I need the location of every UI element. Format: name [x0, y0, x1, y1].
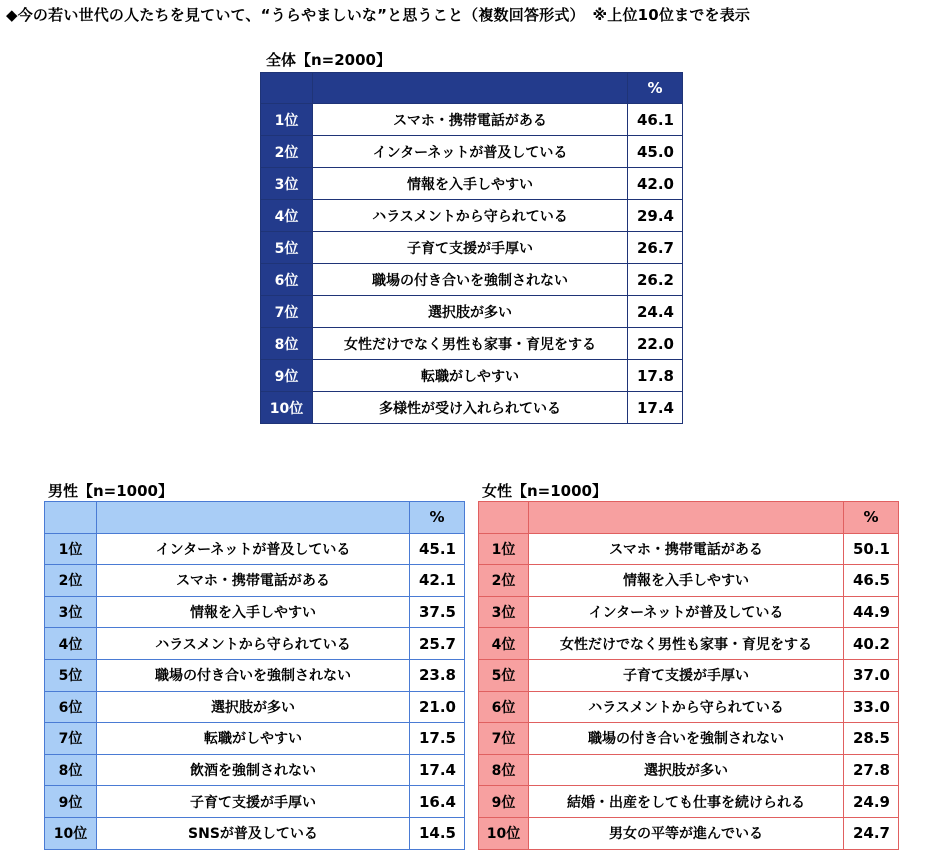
- percent-value-cell: 46.1: [628, 104, 683, 136]
- rank-cell: 10位: [479, 817, 529, 849]
- item-label-cell: インターネットが普及している: [97, 533, 410, 565]
- percent-value-cell: 23.8: [410, 659, 465, 691]
- item-label-cell: 子育て支援が手厚い: [529, 659, 844, 691]
- rank-cell: 1位: [479, 533, 529, 565]
- table-row: [479, 628, 899, 660]
- percent-header: %: [844, 502, 899, 534]
- percent-header: %: [410, 502, 465, 534]
- percent-value-cell: 17.4: [410, 754, 465, 786]
- item-label-cell: 情報を入手しやすい: [529, 565, 844, 597]
- table-row: [45, 754, 465, 786]
- percent-value-cell: 24.9: [844, 786, 899, 818]
- table-row: [261, 360, 683, 392]
- percent-value-cell: 37.5: [410, 596, 465, 628]
- rank-cell: 6位: [261, 264, 313, 296]
- table-row: [45, 596, 465, 628]
- percent-value-cell: 29.4: [628, 200, 683, 232]
- table-row: [261, 232, 683, 264]
- rank-cell: 8位: [45, 754, 97, 786]
- rank-cell: 9位: [479, 786, 529, 818]
- item-label-cell: 子育て支援が手厚い: [313, 232, 628, 264]
- female-ranking-table: [478, 501, 899, 850]
- percent-value-cell: 27.8: [844, 754, 899, 786]
- rank-cell: 4位: [261, 200, 313, 232]
- table-row: [261, 168, 683, 200]
- item-label-cell: 情報を入手しやすい: [97, 596, 410, 628]
- percent-value-cell: 26.2: [628, 264, 683, 296]
- percent-value-cell: 26.7: [628, 232, 683, 264]
- item-label-cell: スマホ・携帯電話がある: [97, 565, 410, 597]
- table-row: [479, 596, 899, 628]
- table-row: [45, 628, 465, 660]
- item-label-cell: 女性だけでなく男性も家事・育児をする: [529, 628, 844, 660]
- item-label-cell: インターネットが普及している: [529, 596, 844, 628]
- rank-cell: 6位: [479, 691, 529, 723]
- item-label-cell: 選択肢が多い: [529, 754, 844, 786]
- rank-cell: 2位: [261, 136, 313, 168]
- rank-header-cell: [261, 73, 313, 104]
- item-label-cell: 転職がしやすい: [97, 723, 410, 755]
- table-row: [479, 817, 899, 849]
- rank-cell: 2位: [479, 565, 529, 597]
- table-row: [45, 723, 465, 755]
- percent-value-cell: 17.5: [410, 723, 465, 755]
- rank-header-cell: [479, 502, 529, 534]
- table-row: [45, 659, 465, 691]
- table-row: [479, 691, 899, 723]
- table-row: [45, 786, 465, 818]
- table-row: [479, 786, 899, 818]
- table-row: [261, 296, 683, 328]
- percent-value-cell: 33.0: [844, 691, 899, 723]
- table-row: [45, 691, 465, 723]
- overall-caption: 全体【n=2000】: [266, 51, 391, 69]
- percent-value-cell: 45.0: [628, 136, 683, 168]
- female-caption: 女性【n=1000】: [482, 482, 607, 500]
- table-row: [45, 565, 465, 597]
- item-header-cell: [97, 502, 410, 534]
- item-label-cell: 結婚・出産をしても仕事を続けられる: [529, 786, 844, 818]
- table-row: [45, 817, 465, 849]
- item-label-cell: 男女の平等が進んでいる: [529, 817, 844, 849]
- item-header-cell: [313, 73, 628, 104]
- rank-cell: 4位: [45, 628, 97, 660]
- item-label-cell: 職場の付き合いを強制されない: [313, 264, 628, 296]
- percent-value-cell: 45.1: [410, 533, 465, 565]
- item-label-cell: 職場の付き合いを強制されない: [97, 659, 410, 691]
- percent-value-cell: 25.7: [410, 628, 465, 660]
- rank-cell: 4位: [479, 628, 529, 660]
- item-label-cell: 女性だけでなく男性も家事・育児をする: [313, 328, 628, 360]
- rank-cell: 5位: [479, 659, 529, 691]
- rank-header-cell: [45, 502, 97, 534]
- percent-value-cell: 50.1: [844, 533, 899, 565]
- percent-value-cell: 16.4: [410, 786, 465, 818]
- table-row: [479, 723, 899, 755]
- rank-cell: 2位: [45, 565, 97, 597]
- item-label-cell: インターネットが普及している: [313, 136, 628, 168]
- rank-cell: 8位: [261, 328, 313, 360]
- table-row: [45, 533, 465, 565]
- percent-value-cell: 40.2: [844, 628, 899, 660]
- percent-value-cell: 17.8: [628, 360, 683, 392]
- table-row: [479, 659, 899, 691]
- item-label-cell: スマホ・携帯電話がある: [313, 104, 628, 136]
- percent-value-cell: 17.4: [628, 392, 683, 424]
- rank-cell: 3位: [479, 596, 529, 628]
- rank-cell: 10位: [261, 392, 313, 424]
- percent-value-cell: 24.7: [844, 817, 899, 849]
- item-label-cell: スマホ・携帯電話がある: [529, 533, 844, 565]
- table-row: [261, 200, 683, 232]
- item-label-cell: 選択肢が多い: [313, 296, 628, 328]
- table-row: [261, 392, 683, 424]
- table-row: [261, 328, 683, 360]
- item-label-cell: 多様性が受け入れられている: [313, 392, 628, 424]
- table-row: [479, 754, 899, 786]
- item-label-cell: ハラスメントから守られている: [97, 628, 410, 660]
- item-label-cell: ハラスメントから守られている: [529, 691, 844, 723]
- table-row: [479, 533, 899, 565]
- item-header-cell: [529, 502, 844, 534]
- rank-cell: 7位: [261, 296, 313, 328]
- rank-cell: 10位: [45, 817, 97, 849]
- item-label-cell: 子育て支援が手厚い: [97, 786, 410, 818]
- item-label-cell: 転職がしやすい: [313, 360, 628, 392]
- table-row: [261, 136, 683, 168]
- male-caption: 男性【n=1000】: [48, 482, 173, 500]
- percent-value-cell: 14.5: [410, 817, 465, 849]
- rank-cell: 3位: [261, 168, 313, 200]
- rank-cell: 7位: [479, 723, 529, 755]
- rank-cell: 1位: [45, 533, 97, 565]
- rank-cell: 7位: [45, 723, 97, 755]
- rank-cell: 9位: [45, 786, 97, 818]
- item-label-cell: 選択肢が多い: [97, 691, 410, 723]
- percent-value-cell: 22.0: [628, 328, 683, 360]
- rank-cell: 8位: [479, 754, 529, 786]
- male-ranking-table: [44, 501, 465, 850]
- rank-cell: 9位: [261, 360, 313, 392]
- percent-value-cell: 42.0: [628, 168, 683, 200]
- item-label-cell: SNSが普及している: [97, 817, 410, 849]
- rank-cell: 5位: [45, 659, 97, 691]
- rank-cell: 6位: [45, 691, 97, 723]
- table-row: [261, 264, 683, 296]
- item-label-cell: 情報を入手しやすい: [313, 168, 628, 200]
- table-row: [479, 565, 899, 597]
- percent-value-cell: 28.5: [844, 723, 899, 755]
- item-label-cell: 飲酒を強制されない: [97, 754, 410, 786]
- table-row: [261, 104, 683, 136]
- percent-value-cell: 44.9: [844, 596, 899, 628]
- rank-cell: 5位: [261, 232, 313, 264]
- percent-value-cell: 46.5: [844, 565, 899, 597]
- item-label-cell: 職場の付き合いを強制されない: [529, 723, 844, 755]
- rank-cell: 1位: [261, 104, 313, 136]
- percent-value-cell: 21.0: [410, 691, 465, 723]
- percent-value-cell: 37.0: [844, 659, 899, 691]
- overall-ranking-table: [260, 72, 683, 424]
- percent-header: %: [628, 73, 683, 104]
- item-label-cell: ハラスメントから守られている: [313, 200, 628, 232]
- percent-value-cell: 42.1: [410, 565, 465, 597]
- percent-value-cell: 24.4: [628, 296, 683, 328]
- page-title: ◆今の若い世代の人たちを見ていて、“うらやましいな”と思うこと（複数回答形式） ※上位10位までを表示: [6, 6, 751, 24]
- rank-cell: 3位: [45, 596, 97, 628]
